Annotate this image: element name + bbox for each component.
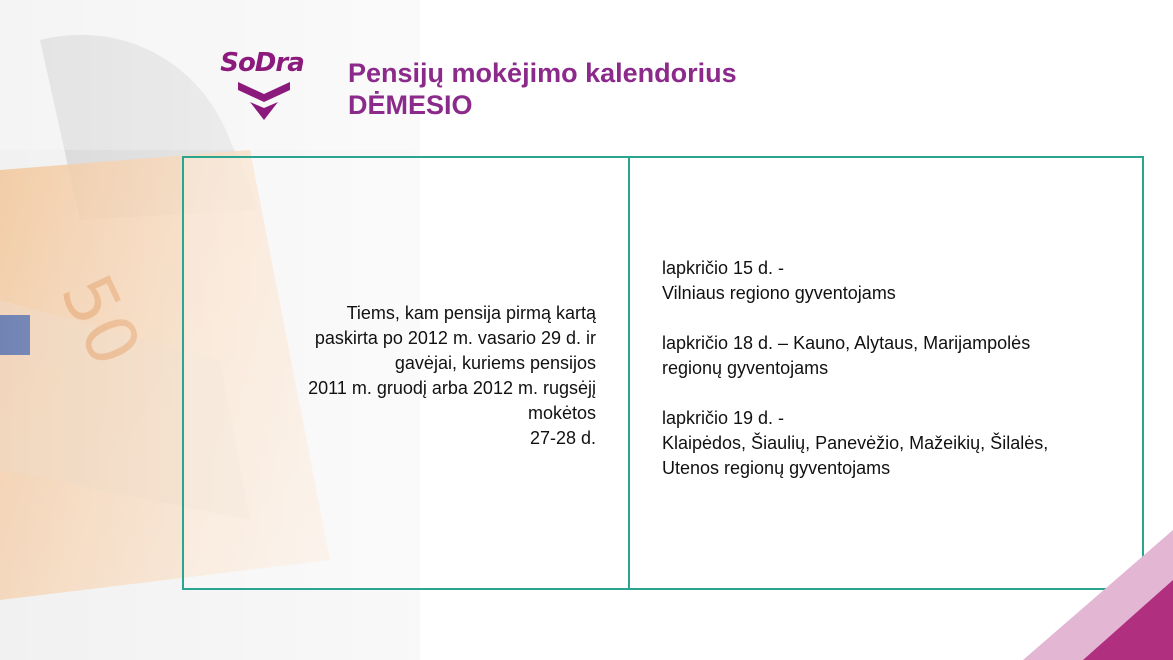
schedule-entry-vilnius [662,256,1132,306]
entry-line: lapkričio 19 d. - [662,408,785,428]
left-line: 2011 m. gruodį arba 2012 m. rugsėjį [308,378,596,398]
left-line: gavėjai, kuriems pensijos [394,353,596,373]
sodra-chevron-icon [236,78,292,122]
entry-line: lapkričio 15 d. - [662,258,785,278]
right-cell [662,256,1132,506]
left-cell [240,301,596,451]
page-subtitle: DĖMESIO [348,90,473,120]
page-title-block [348,57,737,121]
page-title: Pensijų mokėjimo kalendorius [348,58,737,88]
left-line: 27-28 d. [529,428,596,448]
left-line: mokėtos [527,403,596,423]
schedule-entry-kaunas [662,331,1132,381]
entry-line: regionų gyventojams [662,358,829,378]
logo-text: SoDra [220,48,304,78]
schedule-entry-klaipeda [662,406,1132,481]
entry-line: lapkričio 18 d. – Kauno, Alytaus, Marijampolės [662,333,1031,353]
column-divider [628,156,630,590]
corner-decoration [1013,530,1173,660]
entry-line: Vilniaus regiono gyventojams [662,283,896,303]
sodra-logo [206,48,318,124]
left-line: Tiems, kam pensija pirmą kartą [346,303,596,323]
entry-line: Klaipėdos, Šiaulių, Panevėžio, Mažeikių, Šilalės, [662,433,1049,453]
entry-line: Utenos regionų gyventojams [662,458,891,478]
left-line: paskirta po 2012 m. vasario 29 d. ir [314,328,596,348]
